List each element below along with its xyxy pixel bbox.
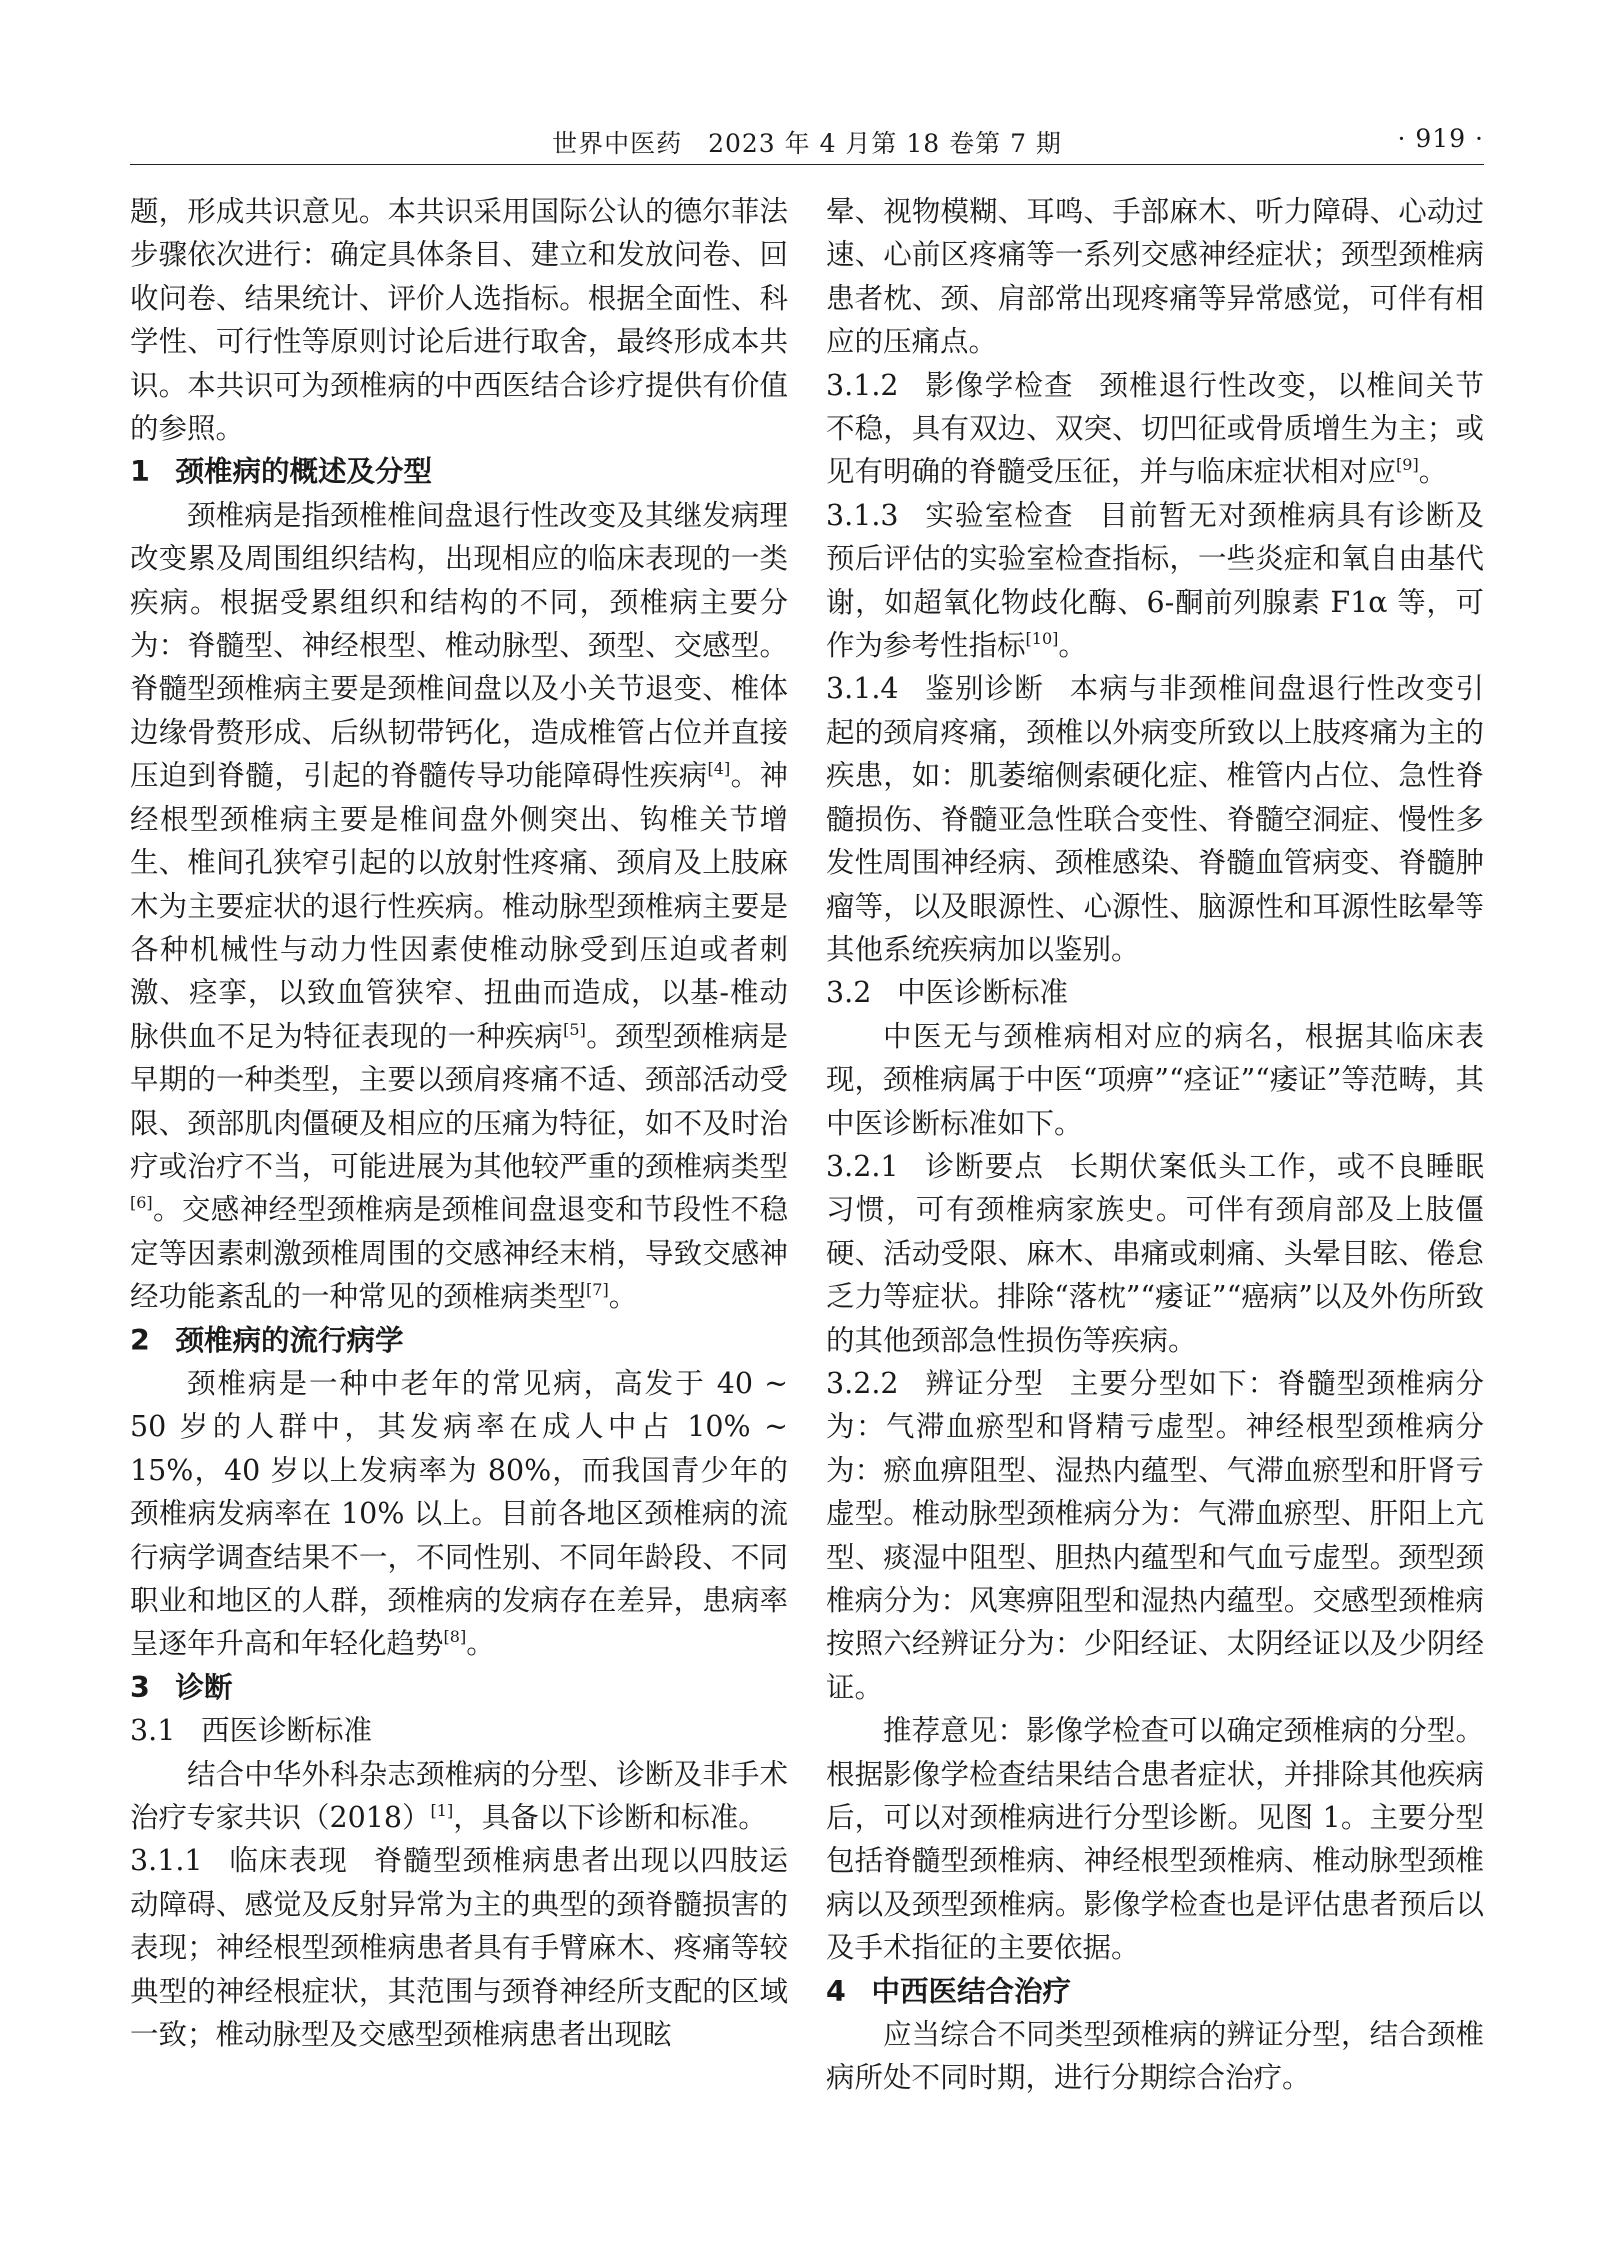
paragraph-overview <box>130 494 788 1319</box>
text-run: ，具备以下诊断和标准。 <box>453 1801 767 1835</box>
paragraph-integrated-treatment: 应当综合不同类型颈椎病的辨证分型，结合颈椎病所处不同时期，进行分期综合治疗。 <box>826 2018 1484 2095</box>
text-run: 。 <box>1418 455 1448 489</box>
section-number: 4 <box>826 1974 846 2008</box>
subsection-3-2-heading <box>826 971 1484 1014</box>
citation[interactable]: [6] <box>130 1193 153 1213</box>
paragraph-3-2-1 <box>826 1145 1484 1362</box>
paragraph-symptoms-continued: 晕、视物模糊、耳鸣、手部麻木、听力障碍、心动过速、心前区疼痛等一系列交感神经症状；颈型颈椎病患者枕、颈、肩部常出现疼痛等异常感觉，可伴有相应的压痛点。 <box>826 195 1484 359</box>
text-run: 。 <box>1058 629 1087 663</box>
subsection-number: 3.1.4 <box>826 672 899 706</box>
subsection-label: 临床表现 <box>228 1844 349 1878</box>
text-run: 。 <box>466 1627 495 1661</box>
section-number: 3 <box>130 1670 150 1704</box>
subsection-3-1-heading <box>130 1709 788 1752</box>
section-title: 诊断 <box>175 1670 233 1704</box>
paragraph-3-2-2 <box>826 1362 1484 1709</box>
text-run: 颈椎退行性改变，以椎间关节不稳，具有双边、双突、切凹征或骨质增生为主；或见有明确的脊髓受压征，并与临床症状相对应 <box>826 368 1484 489</box>
text-run: 本病与非颈椎间盘退行性改变引起的颈肩疼痛，颈椎以外病变所致以上肢疼痛为主的疾患，如：肌萎缩侧索硬化症、椎管内占位、急性脊髓损伤、脊髓亚急性联合变性、脊髓空洞症、慢性多发性周围神经病、颈椎感染、脊髓血管病变、脊髓肿瘤等，以及眼源性、心源性、脑源性和耳源性眩晕等其他系统疾病加以鉴别。 <box>826 672 1484 966</box>
citation[interactable]: [10] <box>1025 629 1059 649</box>
text-run: 颈椎病是一种中老年的常见病，高发于 40 ~ 50 岁的人群中，其发病率在成人中占 10% ~ 15%，40 岁以上发病率为 80%，而我国青少年的颈椎病发病率在 10% 以上。目前各地区颈椎病的流行病学调查结果不一，不同性别、不同年龄段、不同职业和地区的人群，颈椎病的发病存在差异，患病率呈逐年升高和年轻化趋势 <box>130 1366 788 1661</box>
section-4-heading <box>826 1970 1484 2013</box>
paragraph-epidemiology <box>130 1362 788 1666</box>
section-number: 1 <box>130 455 150 489</box>
text-run: 长期伏案低头工作，或不良睡眠习惯，可有颈椎病家族史。可伴有颈肩部及上肢僵硬、活动受限、麻木、串痛或刺痛、头晕目眩、倦怠乏力等症状。排除“落枕”“痿证”“癌病”以及外伤所致的其他颈部急性损伤等疾病。 <box>826 1149 1484 1357</box>
subsection-number: 3.2 <box>826 976 872 1010</box>
subsection-number: 3.2.2 <box>826 1366 899 1400</box>
subsection-number: 3.1.3 <box>826 498 899 532</box>
subsection-label: 实验室检查 <box>924 498 1074 532</box>
section-2-heading <box>130 1319 788 1362</box>
subsection-number: 3.1.2 <box>826 368 899 402</box>
section-title: 中西医结合治疗 <box>871 1974 1071 2008</box>
citation[interactable]: [4] <box>707 759 731 779</box>
paragraph-3-1-4 <box>826 667 1484 971</box>
subsection-title: 西医诊断标准 <box>200 1714 372 1748</box>
paragraph-3-1-1 <box>130 1839 788 2056</box>
subsection-label: 鉴别诊断 <box>924 672 1045 706</box>
text-run: 。神经根型颈椎病主要是椎间盘外侧突出、钩椎关节增生、椎间孔狭窄引起的以放射性疼痛、颈肩及上肢麻木为主要症状的退行性疾病。椎动脉型颈椎病主要是各种机械性与动力性因素使椎动脉受到压迫或者刺激、痉挛，以致血管狭窄、扭曲而造成，以基-椎动脉供血不足为特征表现的一种疾病 <box>130 759 788 1053</box>
subsection-label: 诊断要点 <box>924 1149 1045 1183</box>
section-number: 2 <box>130 1323 150 1357</box>
subsection-label: 辨证分型 <box>924 1366 1045 1400</box>
subsection-label: 影像学检查 <box>924 368 1074 402</box>
paragraph-recommendation: 推荐意见：影像学检查可以确定颈椎病的分型。根据影像学检查结果结合患者症状，并排除其他疾病后，可以对颈椎病进行分型诊断。见图 1。主要分型包括脊髓型颈椎病、神经根型颈椎病、椎动脉型颈椎病以及颈型颈椎病。影像学检查也是评估患者预后以及手术指征的主要依据。 <box>826 1714 1484 1965</box>
paragraph-western-criteria <box>130 1753 788 1840</box>
citation[interactable]: [7] <box>586 1280 609 1300</box>
page-number: · 919 · <box>1397 124 1484 153</box>
citation[interactable]: [5] <box>563 1019 586 1039</box>
paragraph-consensus-method: 题，形成共识意见。本共识采用国际公认的德尔菲法步骤依次进行：确定具体条目、建立和发放问卷、回收问卷、结果统计、评价人选指标。根据全面性、科学性、可行性等原则讨论后进行取舍，最终形成本共识。本共识可为颈椎病的中西医结合诊疗提供有价值的参照。 <box>130 195 788 446</box>
section-1-heading <box>130 450 788 493</box>
citation[interactable]: [9] <box>1396 455 1419 475</box>
citation[interactable]: [8] <box>443 1627 467 1647</box>
text-run: 。 <box>608 1280 638 1314</box>
section-3-heading <box>130 1666 788 1709</box>
text-run: 。交感神经型颈椎病是颈椎间盘退变和节段性不稳定等因素刺激颈椎周围的交感神经末梢，导致交感神经功能紊乱的一种常见的颈椎病类型 <box>130 1193 788 1314</box>
subsection-number: 3.1 <box>130 1714 176 1748</box>
section-title: 颈椎病的流行病学 <box>175 1323 404 1357</box>
text-run: 结合中华外科杂志颈椎病的分型、诊断及非手术治疗专家共识（2018） <box>130 1757 788 1835</box>
paragraph-3-1-3 <box>826 494 1484 668</box>
subsection-title: 中医诊断标准 <box>896 976 1068 1010</box>
citation[interactable]: [1] <box>430 1801 454 1821</box>
journal-issue-line: 世界中医药 2023 年 4 月第 18 卷第 7 期 <box>552 129 1062 158</box>
running-header <box>130 118 1484 165</box>
paragraph-3-1-2 <box>826 364 1484 494</box>
text-run: 脊髓型颈椎病患者出现以四肢运动障碍、感觉及反射异常为主的典型的颈脊髓损害的表现；神经根型颈椎病患者具有手臂麻木、疼痛等较典型的神经根症状，其范围与颈脊神经所支配的区域一致；椎动脉型及交感型颈椎病患者出现眩 <box>130 1844 788 2052</box>
text-run: 目前暂无对颈椎病具有诊断及预后评估的实验室检查指标，一些炎症和氧自由基代谢，如超氧化物歧化酶、6-酮前列腺素 F1α 等，可作为参考性指标 <box>826 498 1484 663</box>
right-column <box>826 190 1484 2100</box>
subsection-number: 3.1.1 <box>130 1844 203 1878</box>
text-run: 。颈型颈椎病是早期的一种类型，主要以颈肩疼痛不适、颈部活动受限、颈部肌肉僵硬及相应的压痛为特征，如不及时治疗或治疗不当，可能进展为其他较严重的颈椎病类型 <box>130 1019 788 1183</box>
text-run: 颈椎病是指颈椎椎间盘退行性改变及其继发病理改变累及周围组织结构，出现相应的临床表现的一类疾病。根据受累组织和结构的不同，颈椎病主要分为：脊髓型、神经根型、椎动脉型、颈型、交感型。脊髓型颈椎病主要是颈椎间盘以及小关节退变、椎体边缘骨赘形成、后纵韧带钙化，造成椎管占位并直接压迫到脊髓，引起的脊髓传导功能障碍性疾病 <box>130 498 788 793</box>
section-title: 颈椎病的概述及分型 <box>175 455 432 489</box>
paragraph-tcm-criteria: 中医无与颈椎病相对应的病名，根据其临床表现，颈椎病属于中医“项痹”“痉证”“痿证”等范畴，其中医诊断标准如下。 <box>826 1019 1485 1140</box>
text-run: 主要分型如下：脊髓型颈椎病分为：气滞血瘀型和肾精亏虚型。神经根型颈椎病分为：瘀血痹阻型、湿热内蕴型、气滞血瘀型和肝肾亏虚型。椎动脉型颈椎病分为：气滞血瘀型、肝阳上亢型、痰湿中阻型、胆热内蕴型和气血亏虚型。颈型颈椎病分为：风寒痹阻型和湿热内蕴型。交感型颈椎病按照六经辨证分为：少阳经证、太阴经证以及少阴经证。 <box>826 1366 1484 1704</box>
subsection-number: 3.2.1 <box>826 1149 899 1183</box>
left-column <box>130 190 788 2056</box>
